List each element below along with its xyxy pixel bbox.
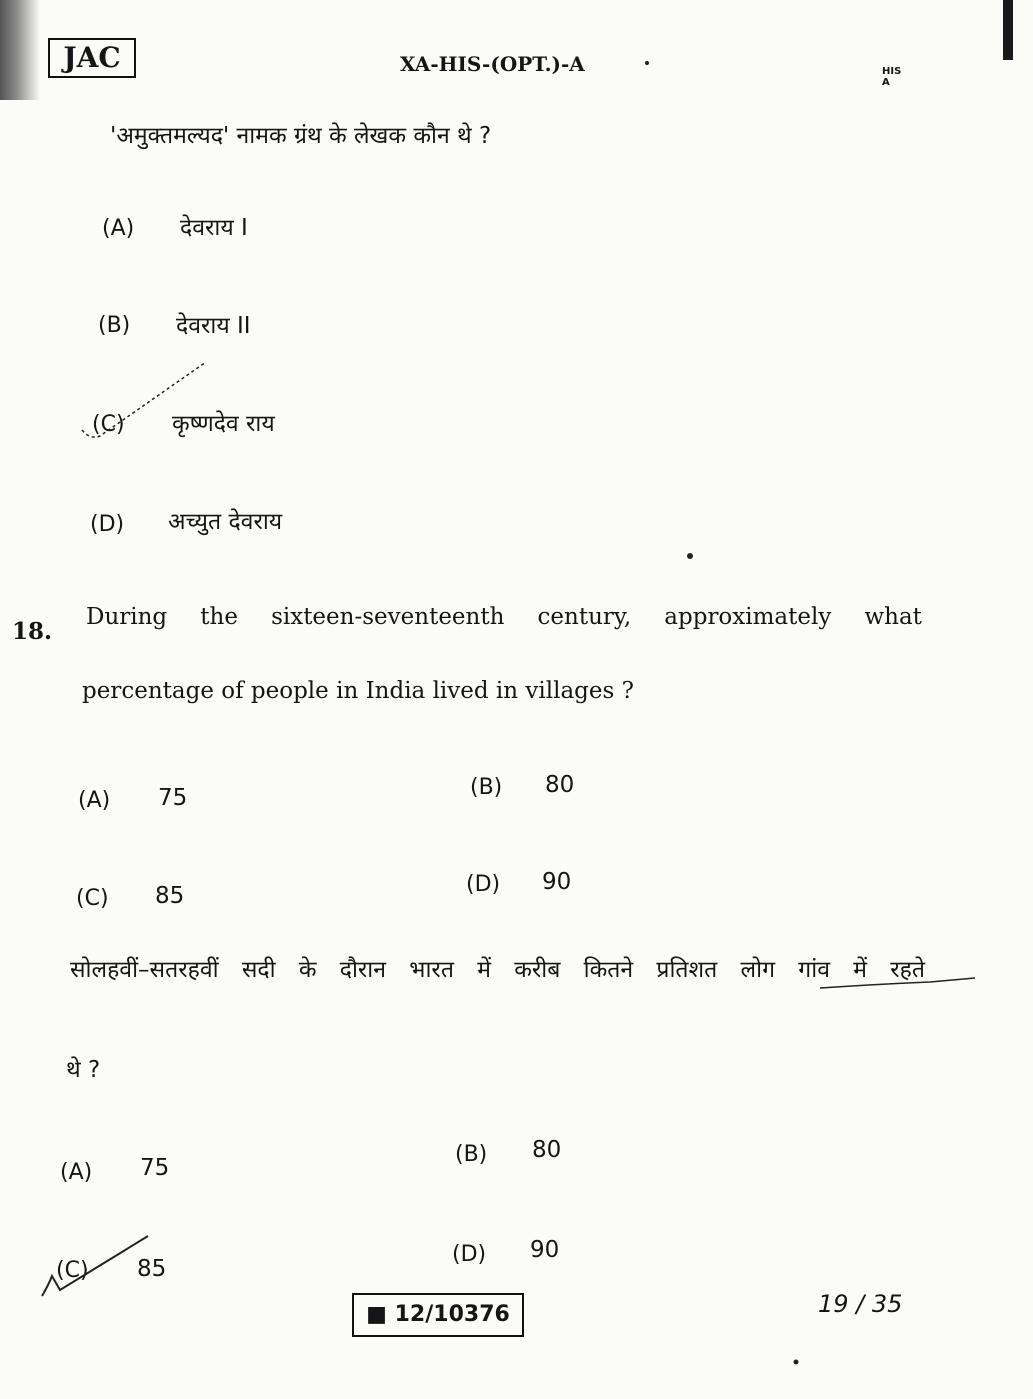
q18-hi-option-c-label: (C) [56,1258,89,1283]
q18-hi-option-b-value: 80 [532,1137,562,1163]
q18-en-word: the [200,604,238,630]
q18-en-option-b-value: 80 [545,772,575,798]
q18-text-hi-line2: थे ? [66,1057,101,1083]
q18-hi-word: दौरान [339,957,387,983]
stray-dot [794,1360,799,1365]
q18-en-option-c-value: 85 [155,883,185,909]
q18-text-en-line2: percentage of people in India lived in villages ? [82,678,634,704]
q18-hi-word: कितने [583,957,634,983]
q17-option-a-text: देवराय I [180,215,248,241]
q17-option-d-text: अच्युत देवराय [168,509,283,535]
q17-option-b-text: देवराय II [176,313,251,339]
q18-hi-word: गांव [798,957,830,983]
q18-hi-option-a-value: 75 [140,1155,170,1181]
q17-option-c-text: कृष्णदेव राय [172,411,275,437]
q18-en-word: approximately [664,604,832,630]
q18-hi-option-d-value: 90 [530,1237,560,1263]
q17-option-d-label: (D) [90,512,125,537]
q17-text-hindi: 'अमुक्तमल्यद' नामक ग्रंथ के लेखक कौन थे ? [110,123,492,149]
q18-en-option-d-value: 90 [542,869,572,895]
q18-hi-word: सदी [241,957,276,983]
q17-option-b-label: (B) [98,313,131,338]
q18-hi-option-b-label: (B) [455,1142,488,1167]
q18-hi-word: में [853,957,868,983]
paper-code: XA-HIS-(OPT.)-A [400,52,585,76]
tick-mark-q17-c [82,362,206,437]
q18-hi-word: में [477,957,491,983]
q18-en-word: During [86,604,168,630]
q18-en-option-b-label: (B) [470,775,503,800]
square-bullet-icon: ■ [366,1302,387,1327]
q18-hi-option-c-value: 85 [137,1256,167,1282]
booklet-code: 12/10376 [394,1302,510,1327]
q18-number: 18. [12,618,53,645]
q18-en-option-a-value: 75 [158,785,188,811]
q17-option-a-label: (A) [102,216,135,241]
underline-mark [820,978,975,988]
q18-hi-word: करीब [514,957,561,983]
tick-mark-q18-c [42,1236,148,1296]
q18-en-word: what [864,604,922,630]
stray-dot [645,61,649,65]
stray-dot [687,553,693,559]
q18-hi-word: लोग [740,957,776,983]
q18-hi-word: प्रतिशत [656,957,718,983]
q18-en-option-c-label: (C) [76,886,109,911]
jac-logo: JAC [48,38,136,78]
q18-en-word: century, [537,604,632,630]
q18-hi-word: के [298,957,317,983]
q18-en-option-a-label: (A) [78,788,111,813]
page-number: 19 / 35 [818,1290,903,1318]
corner-code-line1: HIS [882,66,902,77]
q18-hi-word: भारत [409,957,454,983]
q18-en-word: sixteen-seventeenth [271,604,505,630]
q18-hi-option-d-label: (D) [452,1242,487,1267]
q18-hi-word: रहते [890,957,925,983]
q18-en-option-d-label: (D) [466,872,501,897]
q18-hi-word: सोलहवीं–सतरहवीं [70,957,219,983]
corner-code-line2: A [882,77,890,88]
q17-option-c-label: (C) [92,412,125,437]
q18-hi-option-a-label: (A) [60,1160,93,1185]
